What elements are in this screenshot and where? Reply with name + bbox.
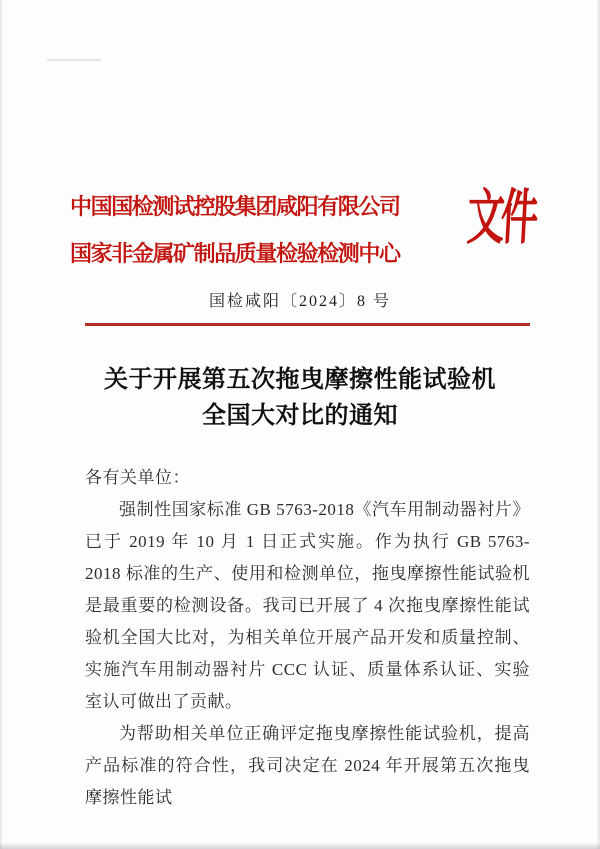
scan-artifact-line [47,59,101,61]
body-paragraph-1: 强制性国家标准 GB 5763-2018《汽车用制动器衬片》已于 2019 年 10 月 1 日正式实施。作为执行 GB 5763-2018 标准的生产、使用和检测单位，拖曳摩擦性能试验机是最重要的检测设备。我司已开展了 4 次拖曳摩擦性能试验机全国大比对，为相关单位开展产品开发和质量控制、实施汽车用制动器衬片 CCC 认证、质量体系认证、实验室认可做出了贡献。 [85,499,530,711]
letterhead [0,0,600,277]
org-name-line2: 国家非金属矿制品质量检验检测中心 [70,241,400,266]
document-title-line1: 关于开展第五次拖曳摩擦性能试验机 [104,366,496,393]
document-title [60,362,540,434]
document-title-line2: 全国大对比的通知 [202,402,398,429]
salutation: 各有关单位： [85,467,190,487]
scan-edge-shadow-left [0,0,2,849]
document-mark-wenjian: 文件 [465,185,537,251]
red-divider-line [85,323,530,326]
scan-edge-shadow-right [596,0,600,849]
org-name-line1: 中国国检测试控股集团咸阳有限公司 [70,194,400,219]
scan-edge-shadow-bottom [0,842,600,849]
body-paragraph-2: 为帮助相关单位正确评定拖曳摩擦性能试验机，提高产品标准的符合性，我司决定在 2024 年开展第五次拖曳摩擦性能试 [85,723,530,807]
document-body [85,462,530,814]
document-number: 国检咸阳〔2024〕8 号 [208,293,391,310]
org-names [70,183,400,277]
